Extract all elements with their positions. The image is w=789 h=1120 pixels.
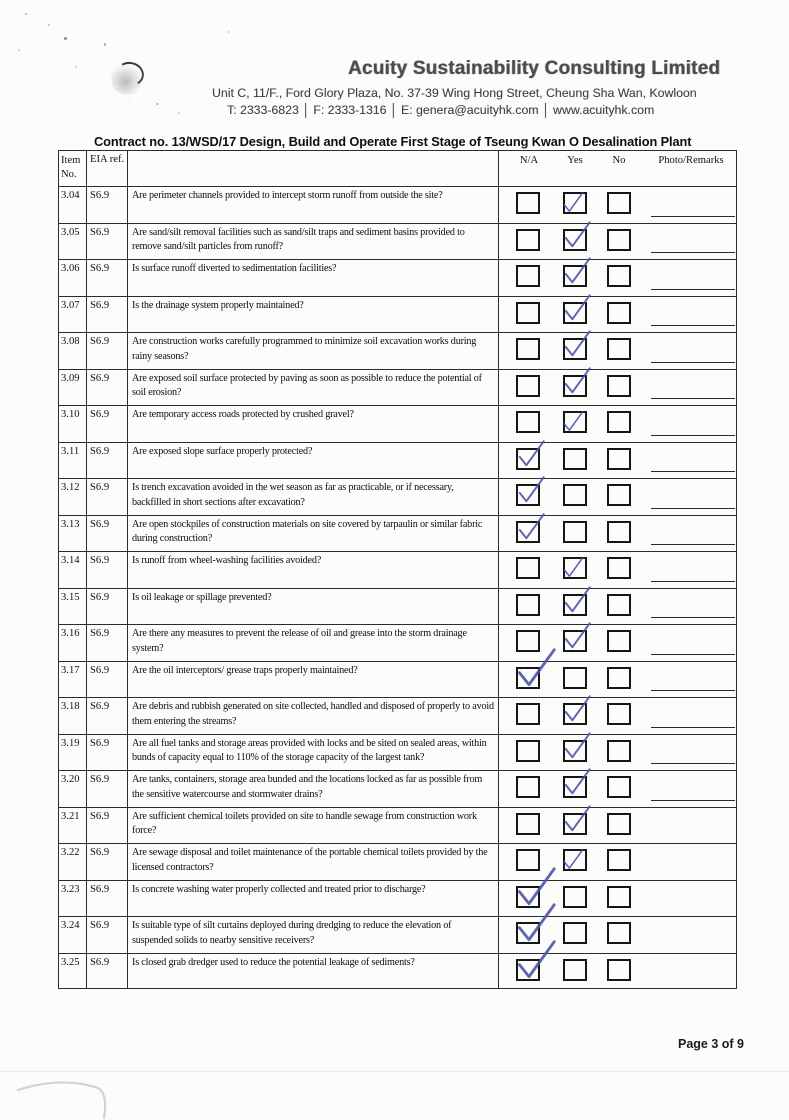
question-text: Is the drainage system properly maintained? xyxy=(128,297,499,333)
checkbox-no xyxy=(607,484,631,506)
checkbox-na xyxy=(516,849,540,871)
eia-ref: S6.9 xyxy=(87,260,128,296)
checks-cell xyxy=(499,662,736,698)
checkbox-no xyxy=(607,229,631,251)
eia-ref: S6.9 xyxy=(87,735,128,771)
checks-cell xyxy=(499,808,736,844)
remark-line xyxy=(651,800,735,801)
checkbox-no xyxy=(607,302,631,324)
checkbox-no xyxy=(607,776,631,798)
checkbox-no xyxy=(607,265,631,287)
checkbox-na xyxy=(516,229,540,251)
scan-speckle xyxy=(228,31,230,33)
eia-ref: S6.9 xyxy=(87,224,128,260)
eia-ref: S6.9 xyxy=(87,297,128,333)
checkbox-yes xyxy=(563,776,587,798)
question-text: Is oil leakage or spillage prevented? xyxy=(128,589,499,625)
table-row xyxy=(59,478,736,515)
table-row xyxy=(59,296,736,333)
scan-speckle xyxy=(75,66,77,68)
checks-cell xyxy=(499,954,736,990)
header-yes: Yes xyxy=(567,155,583,166)
item-no: 3.24 xyxy=(59,917,87,953)
document-title: Contract no. 13/WSD/17 Design, Build and Operate First Stage of Tseung Kwan O Desalination Plant xyxy=(94,134,692,149)
checks-cell xyxy=(499,370,736,406)
item-no: 3.08 xyxy=(59,333,87,369)
checkbox-no xyxy=(607,740,631,762)
scan-speckle xyxy=(48,24,50,26)
table-row xyxy=(59,442,736,479)
item-no: 3.18 xyxy=(59,698,87,734)
table-row xyxy=(59,734,736,771)
eia-ref: S6.9 xyxy=(87,370,128,406)
eia-ref: S6.9 xyxy=(87,589,128,625)
checkbox-na xyxy=(516,375,540,397)
checkbox-yes xyxy=(563,557,587,579)
table-row xyxy=(59,515,736,552)
logo-caption-smudge: · ·: xyxy=(116,98,133,105)
question-text: Are the oil interceptors/ grease traps properly maintained? xyxy=(128,662,499,698)
checkbox-na xyxy=(516,594,540,616)
table-row xyxy=(59,916,736,953)
checkbox-na xyxy=(516,338,540,360)
checkbox-yes xyxy=(563,813,587,835)
eia-ref: S6.9 xyxy=(87,479,128,515)
checkbox-na xyxy=(516,740,540,762)
page-number: Page 3 of 9 xyxy=(678,1037,744,1051)
checkbox-yes xyxy=(563,630,587,652)
eia-ref: S6.9 xyxy=(87,625,128,661)
checkbox-yes xyxy=(563,521,587,543)
checks-cell xyxy=(499,625,736,661)
checkbox-yes xyxy=(563,302,587,324)
eia-ref: S6.9 xyxy=(87,917,128,953)
scan-edge-line xyxy=(0,1071,789,1072)
checks-cell xyxy=(499,881,736,917)
scan-crease-mark xyxy=(14,1076,118,1120)
checkbox-na xyxy=(516,886,540,908)
eia-ref: S6.9 xyxy=(87,771,128,807)
remark-line xyxy=(651,289,735,290)
scan-speckle xyxy=(104,43,106,46)
table-row xyxy=(59,770,736,807)
checks-cell xyxy=(499,260,736,296)
question-text: Is closed grab dredger used to reduce the potential leakage of sediments? xyxy=(128,954,499,990)
table-row xyxy=(59,843,736,880)
checkbox-na xyxy=(516,959,540,981)
checkbox-na xyxy=(516,813,540,835)
checkbox-no xyxy=(607,886,631,908)
item-no: 3.07 xyxy=(59,297,87,333)
checks-cell xyxy=(499,552,736,588)
checkbox-no xyxy=(607,849,631,871)
checkbox-yes xyxy=(563,886,587,908)
checkbox-na xyxy=(516,630,540,652)
checkbox-na xyxy=(516,703,540,725)
item-no: 3.15 xyxy=(59,589,87,625)
checkbox-na xyxy=(516,922,540,944)
eia-ref: S6.9 xyxy=(87,333,128,369)
table-row xyxy=(59,186,736,223)
question-text: Are construction works carefully programmed to minimize soil excavation works during rainy seasons? xyxy=(128,333,499,369)
item-no: 3.17 xyxy=(59,662,87,698)
table-row xyxy=(59,405,736,442)
checkbox-no xyxy=(607,375,631,397)
checkbox-yes xyxy=(563,740,587,762)
scan-speckle xyxy=(25,13,27,15)
remark-line xyxy=(651,325,735,326)
checkbox-na xyxy=(516,302,540,324)
checkbox-yes xyxy=(563,849,587,871)
checkbox-na xyxy=(516,667,540,689)
header-na: N/A xyxy=(519,155,539,166)
eia-ref: S6.9 xyxy=(87,954,128,990)
remark-line xyxy=(651,654,735,655)
scan-speckle xyxy=(18,49,20,51)
checkbox-yes xyxy=(563,338,587,360)
checkbox-yes xyxy=(563,959,587,981)
table-row xyxy=(59,624,736,661)
checks-cell xyxy=(499,297,736,333)
company-logo-smudge xyxy=(111,63,143,95)
remark-line xyxy=(651,362,735,363)
eia-ref: S6.9 xyxy=(87,552,128,588)
question-text: Are open stockpiles of construction materials on site covered by tarpaulin or similar fabric during construction? xyxy=(128,516,499,552)
question-text: Are all fuel tanks and storage areas provided with locks and be sited on sealed areas, within bunds of capacity equal to 110% of the storage capacity of the largest tank? xyxy=(128,735,499,771)
question-text: Are perimeter channels provided to intercept storm runoff from outside the site? xyxy=(128,187,499,223)
company-name: Acuity Sustainability Consulting Limited xyxy=(348,58,721,79)
eia-ref: S6.9 xyxy=(87,881,128,917)
table-row xyxy=(59,259,736,296)
checklist-table xyxy=(58,150,737,989)
checks-cell xyxy=(499,771,736,807)
checkbox-no xyxy=(607,192,631,214)
item-no: 3.16 xyxy=(59,625,87,661)
checkbox-no xyxy=(607,338,631,360)
checkbox-no xyxy=(607,557,631,579)
item-no: 3.10 xyxy=(59,406,87,442)
checkbox-no xyxy=(607,448,631,470)
question-text: Are sufficient chemical toilets provided on site to handle sewage from construction work force? xyxy=(128,808,499,844)
item-no: 3.21 xyxy=(59,808,87,844)
table-row xyxy=(59,661,736,698)
table-row xyxy=(59,223,736,260)
checkbox-no xyxy=(607,630,631,652)
checkbox-no xyxy=(607,667,631,689)
checkbox-no xyxy=(607,959,631,981)
checkbox-na xyxy=(516,411,540,433)
remark-line xyxy=(651,617,735,618)
checkbox-no xyxy=(607,411,631,433)
remark-line xyxy=(651,581,735,582)
checkbox-yes xyxy=(563,667,587,689)
table-row xyxy=(59,953,736,990)
checkbox-na xyxy=(516,776,540,798)
checks-cell xyxy=(499,917,736,953)
checkbox-yes xyxy=(563,922,587,944)
remark-line xyxy=(651,398,735,399)
table-row xyxy=(59,807,736,844)
header-no: No xyxy=(612,155,626,166)
checkbox-yes xyxy=(563,265,587,287)
checks-cell xyxy=(499,224,736,260)
checks-cell xyxy=(499,187,736,223)
checkbox-yes xyxy=(563,229,587,251)
item-no: 3.14 xyxy=(59,552,87,588)
item-no: 3.20 xyxy=(59,771,87,807)
checks-cell xyxy=(499,479,736,515)
item-no: 3.05 xyxy=(59,224,87,260)
item-no: 3.06 xyxy=(59,260,87,296)
question-text: Are tanks, containers, storage area bunded and the locations locked as far as possible from the sensitive watercourse and stormwater drains? xyxy=(128,771,499,807)
table-row xyxy=(59,332,736,369)
scan-speckle xyxy=(64,37,67,40)
scan-speckle xyxy=(156,103,159,105)
item-no: 3.19 xyxy=(59,735,87,771)
question-text: Is suitable type of silt curtains deployed during dredging to reduce the elevation of suspended solids to nearby sensitive receivers? xyxy=(128,917,499,953)
checks-cell xyxy=(499,844,736,880)
checkbox-no xyxy=(607,521,631,543)
checks-cell xyxy=(499,333,736,369)
question-text: Are sewage disposal and toilet maintenance of the portable chemical toilets provided by the licensed contractors? xyxy=(128,844,499,880)
eia-ref: S6.9 xyxy=(87,808,128,844)
item-no: 3.12 xyxy=(59,479,87,515)
remark-line xyxy=(651,508,735,509)
header-photo-remarks: Photo/Remarks xyxy=(658,155,724,166)
eia-ref: S6.9 xyxy=(87,406,128,442)
checks-cell xyxy=(499,698,736,734)
checks-cell xyxy=(499,589,736,625)
header-question xyxy=(128,151,499,186)
checkbox-yes xyxy=(563,411,587,433)
table-row xyxy=(59,880,736,917)
item-no: 3.11 xyxy=(59,443,87,479)
checkbox-no xyxy=(607,594,631,616)
eia-ref: S6.9 xyxy=(87,698,128,734)
table-row xyxy=(59,369,736,406)
eia-ref: S6.9 xyxy=(87,662,128,698)
checkbox-yes xyxy=(563,448,587,470)
table-header-row xyxy=(59,151,736,186)
eia-ref: S6.9 xyxy=(87,187,128,223)
eia-ref: S6.9 xyxy=(87,516,128,552)
remark-line xyxy=(651,216,735,217)
checkbox-na xyxy=(516,265,540,287)
question-text: Is runoff from wheel-washing facilities avoided? xyxy=(128,552,499,588)
remark-line xyxy=(651,544,735,545)
company-address: Unit C, 11/F., Ford Glory Plaza, No. 37-39 Wing Hong Street, Cheung Sha Wan, Kowloon xyxy=(212,86,697,100)
remark-line xyxy=(651,763,735,764)
eia-ref: S6.9 xyxy=(87,844,128,880)
checkbox-na xyxy=(516,192,540,214)
table-row xyxy=(59,697,736,734)
checkbox-no xyxy=(607,813,631,835)
checkbox-yes xyxy=(563,375,587,397)
question-text: Is surface runoff diverted to sedimentation facilities? xyxy=(128,260,499,296)
remark-line xyxy=(651,727,735,728)
eia-ref: S6.9 xyxy=(87,443,128,479)
table-row xyxy=(59,551,736,588)
question-text: Are exposed slope surface properly protected? xyxy=(128,443,499,479)
table-row xyxy=(59,588,736,625)
checkbox-yes xyxy=(563,192,587,214)
remark-line xyxy=(651,471,735,472)
header-item-no: Item No. xyxy=(59,151,87,186)
checkbox-yes xyxy=(563,703,587,725)
scan-speckle xyxy=(178,112,180,114)
item-no: 3.25 xyxy=(59,954,87,990)
question-text: Is trench excavation avoided in the wet season as far as practicable, or if necessary, backfilled in short sections after excavation? xyxy=(128,479,499,515)
checkbox-no xyxy=(607,703,631,725)
checks-cell xyxy=(499,443,736,479)
checkbox-yes xyxy=(563,484,587,506)
item-no: 3.23 xyxy=(59,881,87,917)
item-no: 3.22 xyxy=(59,844,87,880)
checks-cell xyxy=(499,516,736,552)
company-contact: T: 2333-6823 │ F: 2333-1316 │ E: genera@acuityhk.com │ www.acuityhk.com xyxy=(227,103,655,117)
checkbox-na xyxy=(516,448,540,470)
question-text: Are debris and rubbish generated on site collected, handled and disposed of properly to avoid them entering the streams? xyxy=(128,698,499,734)
question-text: Are sand/silt removal facilities such as sand/silt traps and sediment basins provided to remove sand/silt particles from runoff? xyxy=(128,224,499,260)
header-checks xyxy=(499,151,736,186)
question-text: Is concrete washing water properly collected and treated prior to discharge? xyxy=(128,881,499,917)
checkbox-na xyxy=(516,521,540,543)
question-text: Are temporary access roads protected by crushed gravel? xyxy=(128,406,499,442)
question-text: Are exposed soil surface protected by paving as soon as possible to reduce the potential of soil erosion? xyxy=(128,370,499,406)
item-no: 3.09 xyxy=(59,370,87,406)
checkbox-na xyxy=(516,484,540,506)
checkbox-no xyxy=(607,922,631,944)
remark-line xyxy=(651,690,735,691)
item-no: 3.13 xyxy=(59,516,87,552)
remark-line xyxy=(651,435,735,436)
checkbox-na xyxy=(516,557,540,579)
remark-line xyxy=(651,252,735,253)
checks-cell xyxy=(499,406,736,442)
checks-cell xyxy=(499,735,736,771)
header-eia-ref: EIA ref. xyxy=(87,151,128,186)
question-text: Are there any measures to prevent the release of oil and grease into the storm drainage system? xyxy=(128,625,499,661)
checkbox-yes xyxy=(563,594,587,616)
item-no: 3.04 xyxy=(59,187,87,223)
